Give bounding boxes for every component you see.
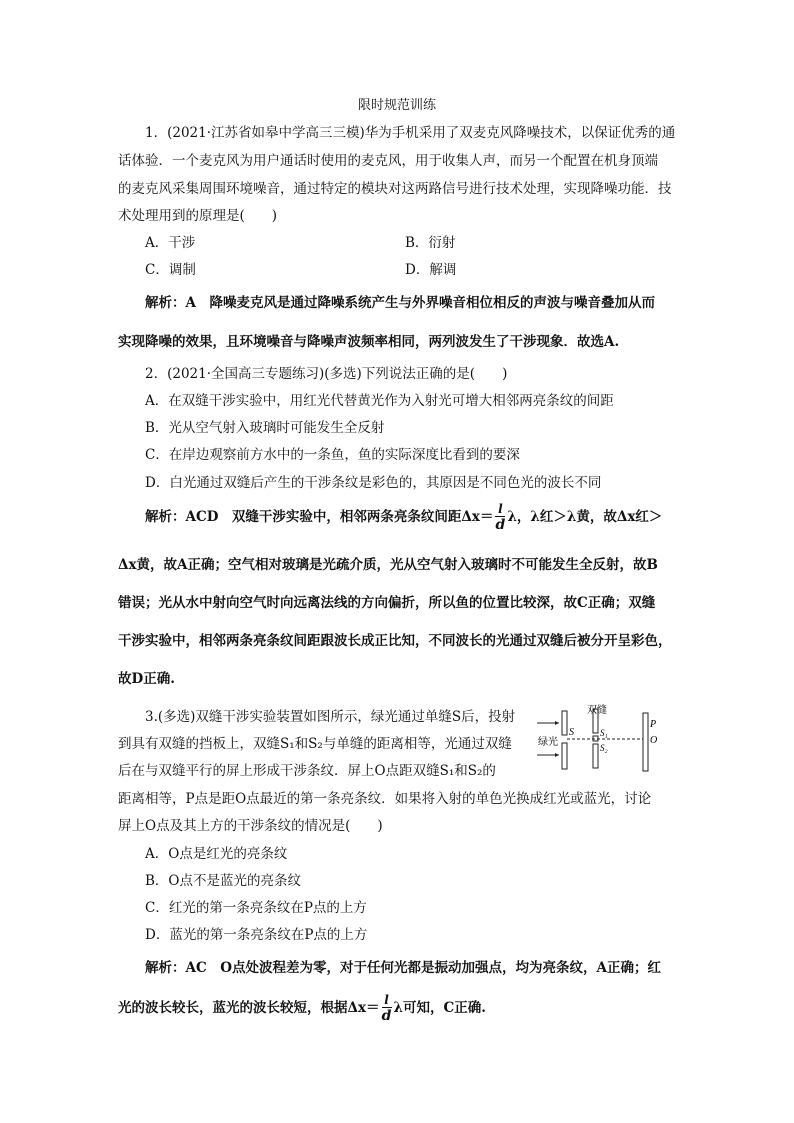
- q3-line-5: 屏上O点及其上方的干涉条纹的情况是( ): [118, 818, 383, 834]
- label-s2: S₂: [600, 743, 608, 753]
- label-p: P: [650, 719, 657, 730]
- q3-option-a: A．O点是红光的亮条纹: [145, 846, 288, 862]
- q3-answer-text-pre: 光的波长较长，蓝光的波长较短，根据Δx＝: [118, 1000, 380, 1016]
- q2-option-b: B．光从空气射入玻璃时可能发生全反射: [145, 420, 385, 436]
- q2-answer-text-post: λ，λ红＞λ黄，故Δx红＞: [507, 509, 663, 525]
- q2-option-a: A．在双缝干涉实验中，用红光代替黄光作为入射光可增大相邻两亮条纹的间距: [145, 393, 614, 409]
- screen-plate: [643, 713, 648, 771]
- q3-line-3: 后在与双缝平行的屏上形成干涉条纹．屏上O点距双缝S₁和S₂的: [118, 763, 496, 779]
- q3-option-d: D．蓝光的第一条亮条纹在P点的上方: [145, 927, 368, 943]
- q2-answer-line-5: 故D正确.: [118, 671, 175, 687]
- q1-option-d: D．解调: [405, 262, 457, 278]
- q1-answer-line-1: 解析：A 降噪麦克风是通过降噪系统产生与外界噪音相位相反的声波与噪音叠加从而: [145, 295, 655, 311]
- double-slit-plate-bottom: [593, 744, 598, 768]
- q2-answer-line-4: 干涉实验中，相邻两条亮条纹间距跟波长成正比知，不同波长的光通过双缝后被分开呈彩色，: [118, 633, 672, 649]
- q1-option-c: C．调制: [145, 262, 196, 278]
- light-arrow-bottom-head: [555, 753, 559, 757]
- q2-answer-line-1: [145, 503, 662, 532]
- q1-line-3: 的麦克风采集周围环境噪音，通过特定的模块对这两路信号进行技术处理，实现降噪功能．技: [118, 181, 672, 197]
- fraction-numerator: l: [498, 502, 503, 516]
- q2-stem: 2．(2021·全国高三专题练习)(多选)下列说法正确的是( ): [145, 366, 508, 382]
- label-o: O: [650, 735, 658, 746]
- q3-fraction: [382, 994, 392, 1023]
- page-title: 限时规范训练: [357, 98, 436, 113]
- q3-option-c: C．红光的第一条亮条纹在P点的上方: [145, 900, 367, 916]
- q3-answer-line-1: 解析：AC O点处波程差为零，对于任何光都是振动加强点，均为亮条纹，A正确；红: [145, 960, 661, 976]
- fraction-denominator: d: [381, 1008, 392, 1024]
- label-s: S: [569, 727, 574, 738]
- q3-line-1: 3.(多选)双缝干涉实验装置如图所示，绿光通过单缝S后，投射: [145, 709, 516, 725]
- q1-line-4: 术处理用到的原理是( ): [118, 208, 278, 224]
- light-arrow-top-head: [555, 721, 559, 725]
- single-slit-plate-top: [562, 711, 567, 735]
- q2-option-c: C．在岸边观察前方水中的一条鱼，鱼的实际深度比看到的要深: [145, 447, 520, 463]
- q3-answer-line-2: [118, 994, 486, 1023]
- q2-answer-text-pre: 解析：ACD 双缝干涉实验中，相邻两条亮条纹间距Δx＝: [145, 509, 494, 525]
- q3-line-2: 到具有双缝的挡板上，双缝S₁和S₂与单缝的距离相等，光通过双缝: [118, 736, 512, 752]
- q3-answer-text-post: λ可知，C正确.: [393, 1000, 486, 1016]
- label-green-light: 绿光: [538, 737, 558, 748]
- fraction-denominator: d: [495, 517, 506, 533]
- q3-line-4: 距离相等，P点是距O点最近的第一条亮条纹．如果将入射的单色光换成红光或蓝光，讨论: [118, 791, 652, 807]
- q1-answer-line-2: 实现降噪的效果，且环境噪音与降噪声波频率相同，两列波发生了干涉现象．故选A.: [118, 334, 620, 350]
- q2-answer-line-3: 错误；光从水中射向空气时向远离法线的方向偏折，所以鱼的位置比较深，故C正确；双缝: [118, 595, 656, 611]
- label-s1: S₁: [600, 728, 608, 738]
- fraction-numerator: l: [384, 993, 389, 1007]
- q2-answer-line-2: Δx黄，故A正确；空气相对玻璃是光疏介质，光从空气射入玻璃时不可能发生全反射，故B: [118, 557, 658, 573]
- q1-option-b: B．衍射: [405, 235, 456, 251]
- double-slit-svg: [535, 701, 675, 773]
- single-slit-plate-bottom: [562, 743, 567, 769]
- q1-line-1: 1．(2021·江苏省如皋中学高三三模)华为手机采用了双麦克风降噪技术，以保证优秀的通: [145, 125, 676, 141]
- q3-option-b: B．O点不是蓝光的亮条纹: [145, 873, 301, 889]
- q2-fraction: [495, 503, 505, 532]
- q2-option-d: D．白光通过双缝后产生的干涉条纹是彩色的，其原因是不同色光的波长不同: [145, 475, 602, 491]
- double-slit-diagram: [535, 701, 675, 773]
- q1-line-2: 话体验．一个麦克风为用户通话时使用的麦克风，用于收集人声，而另一个配置在机身顶端: [118, 153, 658, 169]
- label-double-slit: 双缝: [587, 705, 607, 716]
- q1-option-a: A．干涉: [145, 235, 196, 251]
